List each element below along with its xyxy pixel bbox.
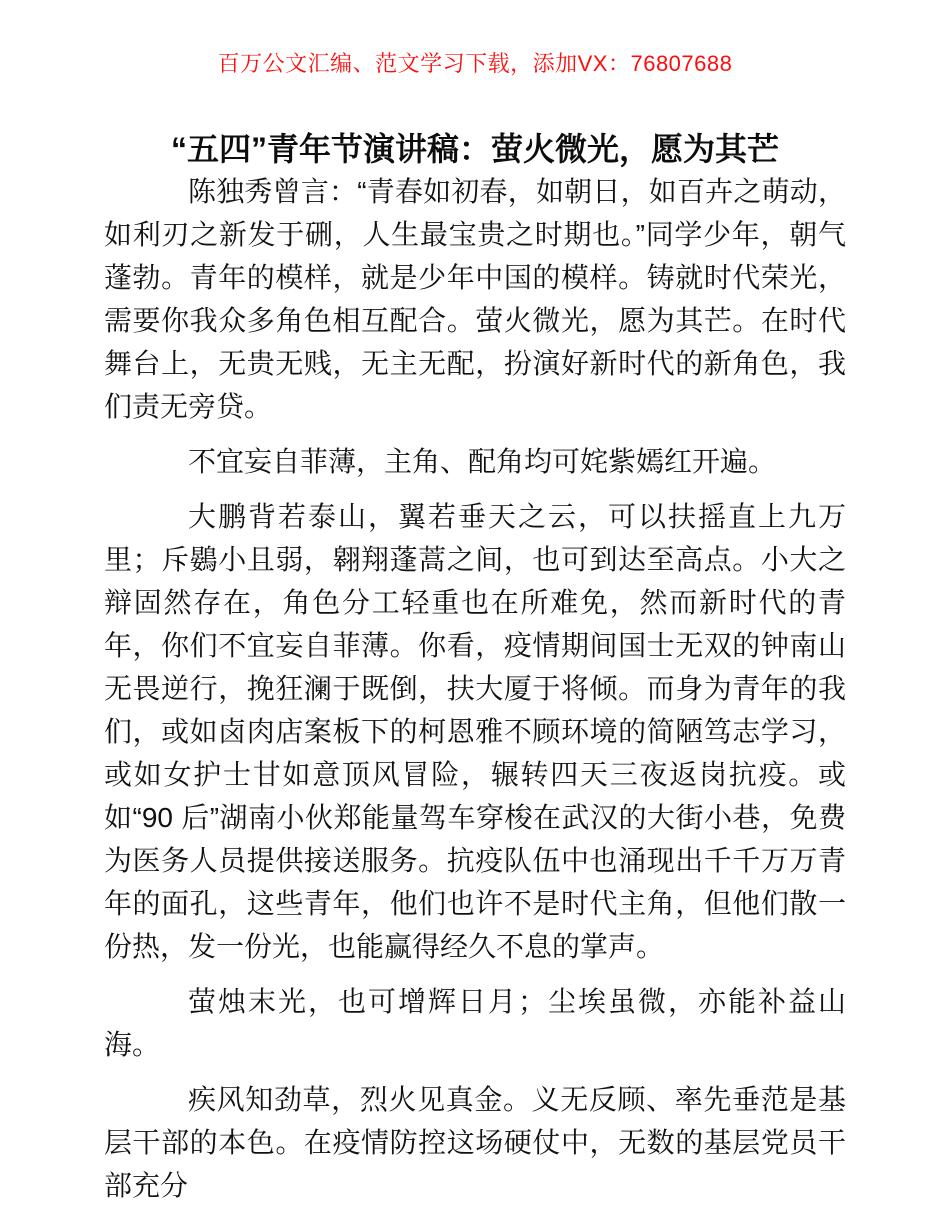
page-title: “五四”青年节演讲稿：萤火微光，愿为其芒 [170, 131, 779, 168]
paragraph: 疾风知劲草，烈火见真金。义无反顾、率先垂范是基层干部的本色。在疫情防控这场硬仗中，无数的基层党员干部充分 [104, 1084, 846, 1201]
paragraph: 陈独秀曾言：“青春如初春，如朝日，如百卉之萌动，如利刃之新发于硎，人生最宝贵之时期也。”同学少年，朝气蓬勃。青年的模样，就是少年中国的模样。铸就时代荣光，需要你我众多角色相互配合。萤火微光，愿为其芒。在时代舞台上，无贵无贱，无主无配，扮演好新时代的新角色，我们责无旁贷。 [104, 176, 846, 422]
paragraph: 大鹏背若泰山，翼若垂天之云，可以扶摇直上九万里；斥鷃小且弱，翱翔蓬蒿之间，也可到达至高点。小大之辩固然存在，角色分工轻重也在所难免，然而新时代的青年，你们不宜妄自菲薄。你看，疫情期间国士无双的钟南山无畏逆行，挽狂澜于既倒，扶大厦于将倾。而身为青年的我们，或如卤肉店案板下的柯恩雅不顾环境的简陋笃志学习，或如女护士甘如意顶风冒险，辗转四天三夜返岗抗疫。或如“90 后”湖南小伙郑能量驾车穿梭在武汉的大街小巷，免费为医务人员提供接送服务。抗疫队伍中也涌现出千千万万青年的面孔，这些青年，他们也许不是时代主角，但他们散一份热，发一份光，也能赢得经久不息的掌声。 [104, 501, 846, 962]
paragraph: 萤烛末光，也可增辉日月；尘埃虽微，亦能补益山海。 [104, 986, 846, 1060]
paragraph: 不宜妄自菲薄，主角、配角均可姹紫嫣红开遍。 [188, 446, 777, 477]
document-body [104, 170, 846, 1219]
promo-header-note: 百万公文汇编、范文学习下载，添加VX：76807688 [217, 51, 733, 76]
